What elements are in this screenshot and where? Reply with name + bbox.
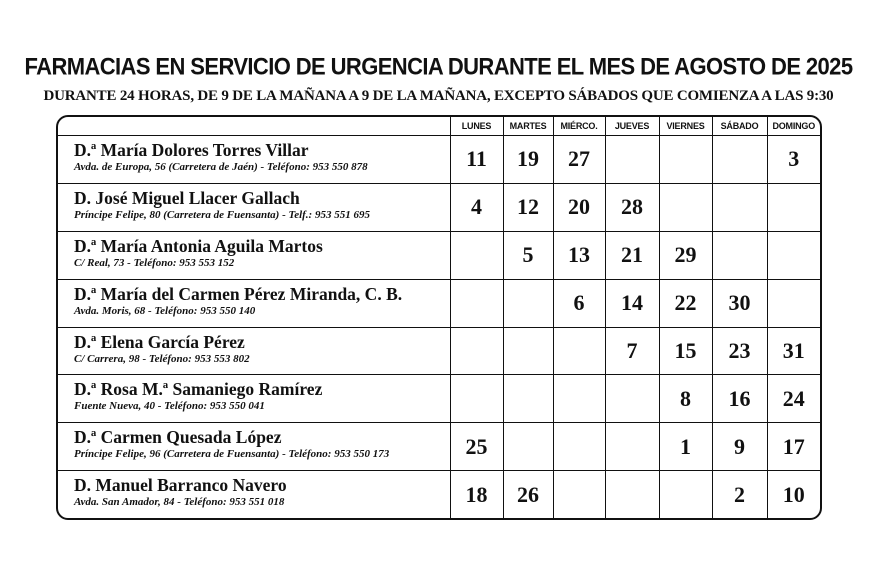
duty-day-thursday xyxy=(605,471,659,518)
duty-day-thursday xyxy=(605,136,659,184)
duty-day-sunday xyxy=(767,279,820,327)
pharmacy-info-cell xyxy=(58,375,450,423)
table-row xyxy=(58,183,820,231)
duty-day-saturday: 30 xyxy=(712,279,767,327)
duty-day-sunday xyxy=(767,231,820,279)
pharmacy-address: Príncipe Felipe, 80 (Carretera de Fuensanta) - Telf.: 953 551 695 xyxy=(74,208,370,221)
pharmacy-info-cell xyxy=(58,136,450,184)
header-row xyxy=(58,117,820,136)
duty-day-friday xyxy=(659,136,712,184)
pharmacist-name: D.ª María Antonia Aguila Martos xyxy=(74,235,323,256)
header-blank-cell xyxy=(58,117,450,136)
pharmacy-address: Avda. San Amador, 84 - Teléfono: 953 551 018 xyxy=(74,496,285,509)
duty-day-sunday: 31 xyxy=(767,327,820,375)
duty-day-thursday: 7 xyxy=(605,327,659,375)
pharmacy-address: Fuente Nueva, 40 - Teléfono: 953 550 041 xyxy=(74,400,265,413)
duty-day-thursday: 21 xyxy=(605,231,659,279)
pharmacist-name: D.ª Rosa M.ª Samaniego Ramírez xyxy=(74,379,323,400)
pharmacy-info-cell xyxy=(58,183,450,231)
duty-day-sunday xyxy=(767,183,820,231)
duty-day-tuesday: 19 xyxy=(503,136,553,184)
pharmacy-info-cell xyxy=(58,327,450,375)
duty-day-friday: 29 xyxy=(659,231,712,279)
duty-day-monday: 18 xyxy=(450,471,503,518)
duty-day-wednesday xyxy=(553,375,605,423)
pharmacy-info-cell xyxy=(58,279,450,327)
pharmacy-address: Avda. de Europa, 56 (Carretera de Jaén) - Teléfono: 953 550 878 xyxy=(74,161,368,173)
duty-day-saturday: 16 xyxy=(712,375,767,423)
duty-day-monday: 11 xyxy=(450,136,503,184)
duty-day-thursday: 14 xyxy=(605,279,659,327)
duty-day-monday: 4 xyxy=(450,183,503,231)
duty-day-thursday xyxy=(605,423,659,471)
day-header-wednesday: MIÉRCO. xyxy=(553,117,605,136)
duty-day-monday xyxy=(450,375,503,423)
day-header-sunday: DOMINGO xyxy=(767,117,820,136)
duty-day-saturday: 2 xyxy=(712,471,767,518)
duty-day-monday: 25 xyxy=(450,423,503,471)
duty-day-tuesday xyxy=(503,375,553,423)
table-row xyxy=(58,231,820,279)
duty-day-friday: 15 xyxy=(659,327,712,375)
duty-day-wednesday xyxy=(553,471,605,518)
table-row xyxy=(58,136,820,184)
pharmacy-info-cell xyxy=(58,423,450,471)
duty-day-wednesday: 6 xyxy=(553,279,605,327)
pharmacist-name: D.ª Carmen Quesada López xyxy=(74,427,282,448)
duty-day-sunday: 10 xyxy=(767,471,820,518)
duty-day-sunday: 17 xyxy=(767,423,820,471)
duty-day-friday xyxy=(659,183,712,231)
duty-day-wednesday: 27 xyxy=(553,136,605,184)
pharmacy-address: C/ Carrera, 98 - Teléfono: 953 553 802 xyxy=(74,352,250,365)
duty-day-sunday: 3 xyxy=(767,136,820,184)
duty-day-wednesday xyxy=(553,423,605,471)
table-row xyxy=(58,471,820,518)
duty-day-saturday xyxy=(712,136,767,184)
pharmacy-info-cell xyxy=(58,471,450,518)
duty-day-wednesday: 20 xyxy=(553,183,605,231)
duty-day-saturday xyxy=(712,231,767,279)
duty-day-friday: 22 xyxy=(659,279,712,327)
pharmacy-address: Avda. Moris, 68 - Teléfono: 953 550 140 xyxy=(74,304,256,317)
duty-day-tuesday: 12 xyxy=(503,183,553,231)
pharmacist-name: D.ª María Dolores Torres Villar xyxy=(74,140,309,160)
duty-day-friday xyxy=(659,471,712,518)
pharmacist-name: D. Manuel Barranco Navero xyxy=(74,475,287,496)
duty-day-tuesday xyxy=(503,279,553,327)
duty-day-monday xyxy=(450,279,503,327)
pharmacist-name: D.ª Elena García Pérez xyxy=(74,331,245,352)
duty-day-saturday xyxy=(712,183,767,231)
pharmacy-address: C/ Real, 73 - Teléfono: 953 553 152 xyxy=(74,256,235,269)
duty-day-tuesday xyxy=(503,327,553,375)
page-title: FARMACIAS EN SERVICIO DE URGENCIA DURANTE EL MES DE AGOSTO DE 2025 xyxy=(24,52,853,80)
page-subtitle: DURANTE 24 HORAS, DE 9 DE LA MAÑANA A 9 DE LA MAÑANA, EXCEPTO SÁBADOS QUE COMIENZA A LAS 9:30 xyxy=(43,88,834,104)
duty-day-friday: 1 xyxy=(659,423,712,471)
duty-day-saturday: 9 xyxy=(712,423,767,471)
duty-day-thursday: 28 xyxy=(605,183,659,231)
day-header-thursday: JUEVES xyxy=(605,117,659,136)
duty-day-wednesday xyxy=(553,327,605,375)
table-row xyxy=(58,327,820,375)
table-row xyxy=(58,279,820,327)
day-header-saturday: SÁBADO xyxy=(712,117,767,136)
pharmacy-address: Príncipe Felipe, 96 (Carretera de Fuensanta) - Teléfono: 953 550 173 xyxy=(74,448,390,461)
pharmacy-rows xyxy=(58,136,820,519)
table-row xyxy=(58,423,820,471)
pharmacist-name: D. José Miguel Llacer Gallach xyxy=(74,187,300,208)
day-header-friday: VIERNES xyxy=(659,117,712,136)
duty-day-tuesday: 5 xyxy=(503,231,553,279)
day-header-monday: LUNES xyxy=(450,117,503,136)
duty-day-tuesday xyxy=(503,423,553,471)
pharmacy-schedule-table xyxy=(56,115,822,520)
duty-day-monday xyxy=(450,231,503,279)
duty-day-sunday: 24 xyxy=(767,375,820,423)
pharmacist-name: D.ª María del Carmen Pérez Miranda, C. B. xyxy=(74,283,403,304)
duty-day-tuesday: 26 xyxy=(503,471,553,518)
table-row xyxy=(58,375,820,423)
pharmacy-info-cell xyxy=(58,231,450,279)
duty-day-monday xyxy=(450,327,503,375)
duty-day-wednesday: 13 xyxy=(553,231,605,279)
duty-day-saturday: 23 xyxy=(712,327,767,375)
duty-day-thursday xyxy=(605,375,659,423)
duty-day-friday: 8 xyxy=(659,375,712,423)
day-header-tuesday: MARTES xyxy=(503,117,553,136)
